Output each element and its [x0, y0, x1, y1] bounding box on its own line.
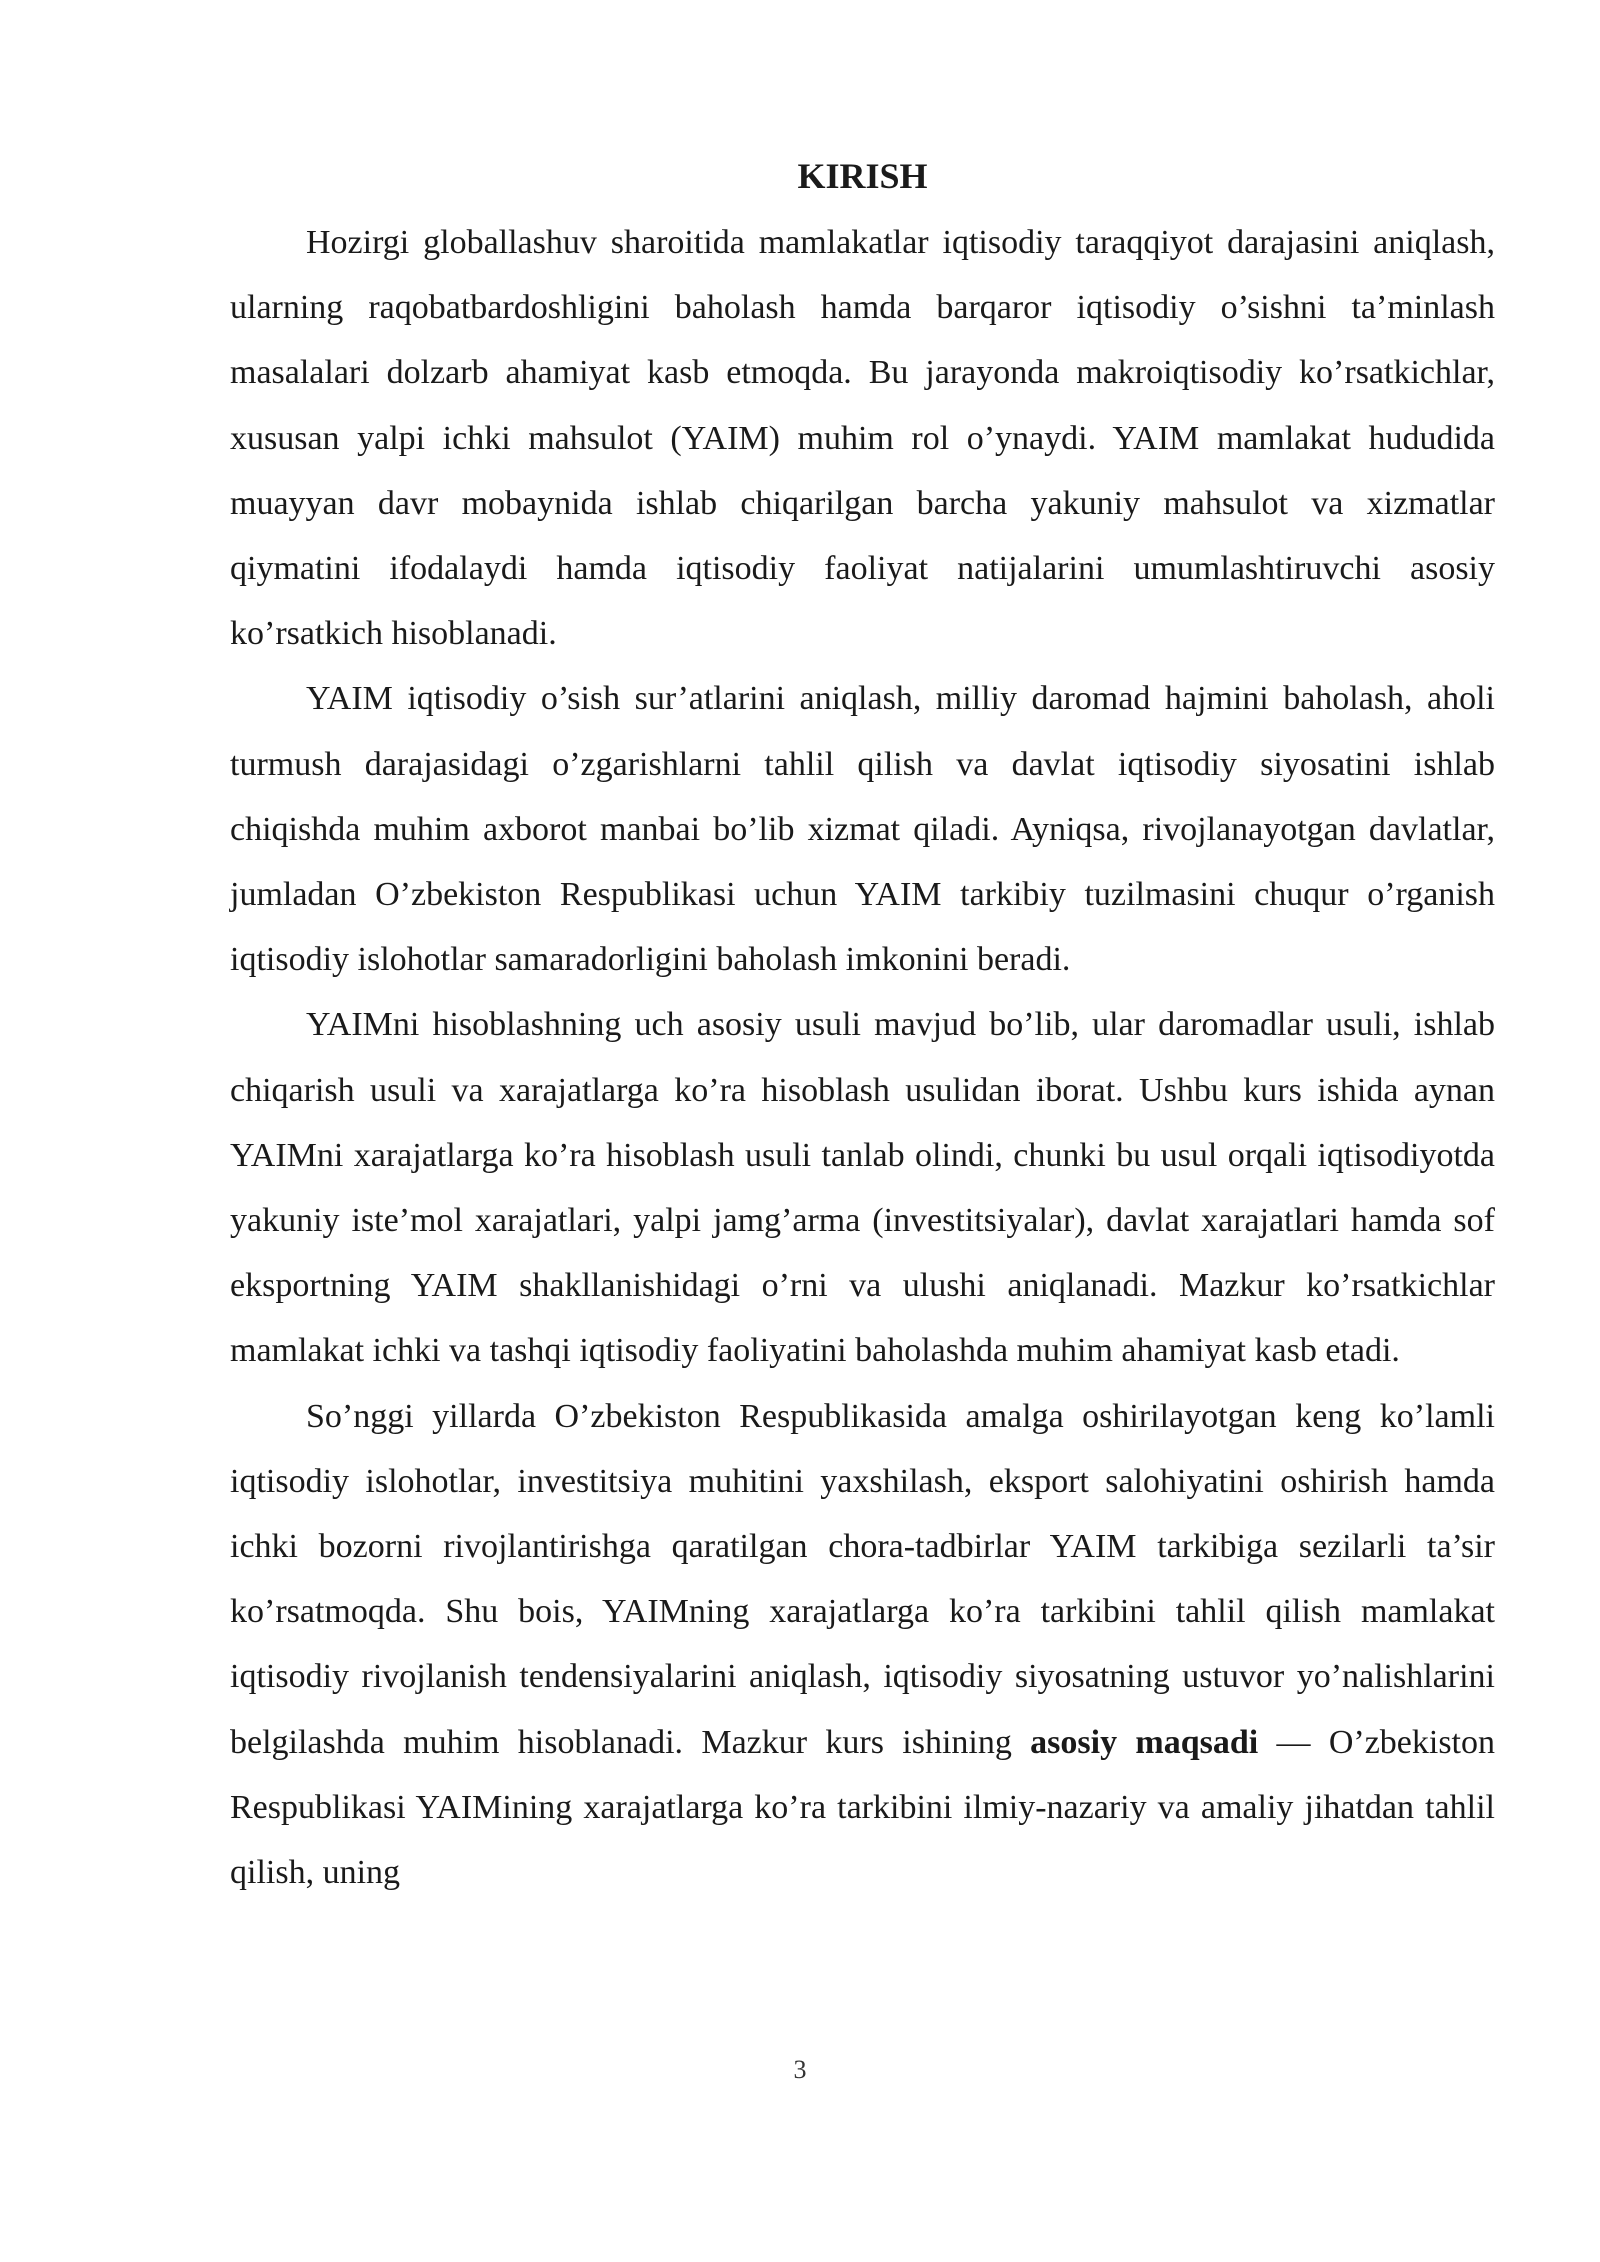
page-content — [230, 150, 1495, 1905]
page-number: 3 — [793, 2055, 807, 2084]
paragraph-2: YAIM iqtisodiy o’sish sur’atlarini aniqlash, milliy daromad hajmini baholash, aholi turmush darajasidagi o’zgarishlarni tahlil qilish va davlat iqtisodiy siyosatini ishlab chiqishda muhim axborot manbai bo’lib xizmat qiladi. Ayniqsa, rivojlanayotgan davlatlar, jumladan O’zbekiston Respublikasi uchun YAIM tarkibiy tuzilmasini chuqur o’rganish iqtisodiy islohotlar samaradorligini baholash imkonini beradi. — [230, 680, 1495, 979]
paragraph-4 — [230, 1384, 1495, 1906]
paragraph-1: Hozirgi globallashuv sharoitida mamlakatlar iqtisodiy taraqqiyot darajasini aniqlash, ularning raqobatbardoshligini baholash hamda barqaror iqtisodiy o’sishni ta’minlash masalalari dolzarb ahamiyat kasb etmoqda. Bu jarayonda makroiqtisodiy ko’rsatkichlar, xususan yalpi ichki mahsulot (YAIM) muhim rol o’ynaydi. YAIM mamlakat hududida muayyan davr mobaynida ishlab chiqarilgan barcha yakuniy mahsulot va xizmatlar qiymatini ifodalaydi hamda iqtisodiy faoliyat natijalarini umumlashtiruvchi asosiy ko’rsatkich hisoblanadi. — [230, 224, 1495, 653]
paragraph-4-text-end: — O’zbekiston Respublikasi YAIMining xarajatlarga ko’ra tarkibini ilmiy-nazariy va amaliy jihatdan tahlil qilish, uning — [230, 1723, 1496, 1892]
paragraph-4-bold-term: asosiy maqsadi — [1030, 1723, 1259, 1761]
paragraph-3: YAIMni hisoblashning uch asosiy usuli mavjud bo’lib, ular daromadlar usuli, ishlab chiqarish usuli va xarajatlarga ko’ra hisoblash usulidan iborat. Ushbu kurs ishida aynan YAIMni xarajatlarga ko’ra hisoblash usuli tanlab olindi, chunki bu usul orqali iqtisodiyotda yakuniy iste’mol xarajatlari, yalpi jamg’arma (investitsiyalar), davlat xarajatlari hamda sof eksportning YAIM shakllanishidagi o’rni va ulushi aniqlanadi. Mazkur ko’rsatkichlar mamlakat ichki va tashqi iqtisodiy faoliyatini baholashda muhim ahamiyat kasb etadi. — [230, 1006, 1495, 1370]
section-title: KIRISH — [797, 156, 928, 196]
paragraph-4-text-start: So’nggi yillarda O’zbekiston Respublikasida amalga oshirilayotgan keng ko’lamli iqtisodiy islohotlar, investitsiya muhitini yaxshilash, eksport salohiyatini oshirish hamda ichki bozorni rivojlantirishga qaratilgan chora-tadbirlar YAIM tarkibiga sezilarli ta’sir ko’rsatmoqda. Shu bois, YAIMning xarajatlarga ko’ra tarkibini tahlil qilish mamlakat iqtisodiy rivojlanish tendensiyalarini aniqlash, iqtisodiy siyosatning ustuvor yo’nalishlarini belgilashda muhim hisoblanadi. Mazkur kurs ishining — [230, 1397, 1495, 1761]
